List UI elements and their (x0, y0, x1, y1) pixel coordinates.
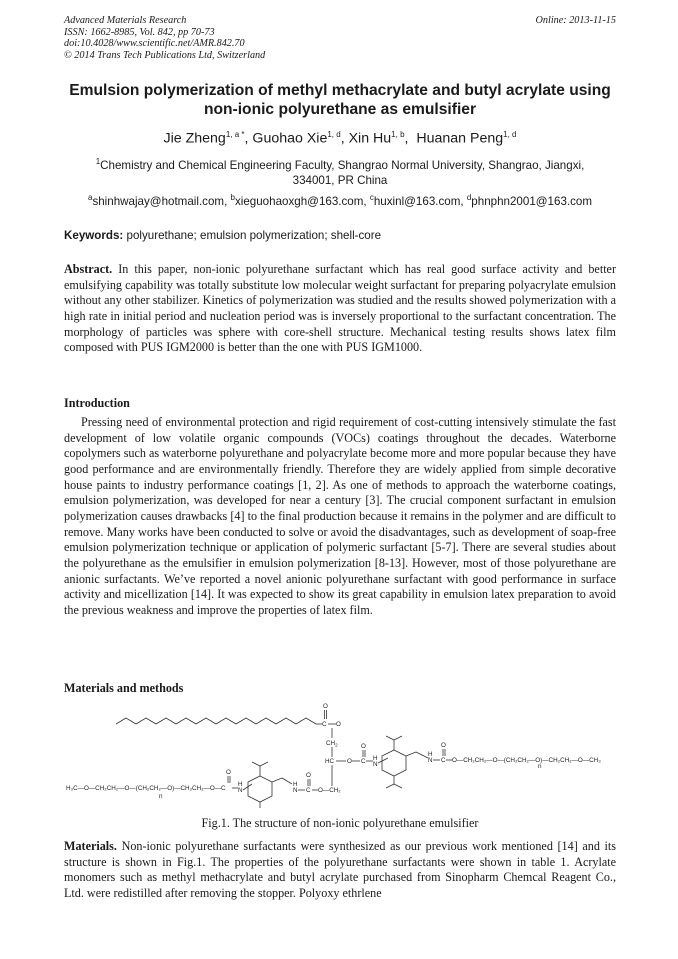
author-name: Jie Zheng (163, 130, 226, 147)
paper-title (40, 81, 640, 119)
atom-label: $CH_2$ (326, 740, 338, 748)
author-name: Guohao Xie (252, 130, 328, 147)
abstract-text: In this paper, non-ionic polyurethane surfactant which has real good surface activity and better emulsifying capability was totally substitute low molecular weight surfactant for preparing polyacrylate emulsion without any other stabilizer. Kinetics of polymerization was studied and the results showed polymerization with a high rate in initial period and nucleation period was is inversely proportional to the surfactant concentration. The morphology of particles was sphere with core-shell structure. Mechanical testing results shows latex film composed with PUS IGM2000 is better than the one with PUS IGM1000. (64, 262, 616, 355)
atom-label: O (347, 758, 352, 765)
atom-label: N (373, 761, 378, 768)
figure-caption: Fig.1. The structure of non-ionic polyurethane emulsifier (201, 816, 479, 830)
atom-label: H (428, 751, 433, 758)
issn-line: ISSN: 1662-8985, Vol. 842, pp 70-73 (64, 26, 215, 38)
cyclohexane-ring (382, 750, 406, 776)
atom-label: C (322, 721, 327, 728)
atom-label: O (361, 743, 366, 750)
atom-label: O (441, 742, 446, 749)
atom-label: H (373, 755, 378, 762)
email-mark: a (87, 193, 93, 202)
doi-line: doi:10.4028/www.scientific.net/AMR.842.70 (64, 38, 245, 50)
affil-line-2: 334001, PR China (292, 174, 388, 188)
author-affil-mark: 1, a * (225, 130, 245, 139)
atom-label: N (293, 787, 298, 794)
journal-name: Advanced Materials Research (64, 15, 187, 26)
atom-label: N (238, 787, 243, 794)
atom-label: O—CH₂ (318, 787, 341, 794)
title-line-2: non-ionic polyurethane as emulsifier (203, 101, 477, 118)
author-affil-mark: 1, d (503, 130, 517, 139)
abstract (64, 262, 616, 356)
keywords-label: Keywords: (64, 229, 124, 242)
journal-header (64, 15, 616, 61)
email-link[interactable]: phnphn2001@163.com (471, 194, 593, 208)
introduction-heading: Introduction (64, 396, 130, 410)
abstract-label: Abstract. (64, 262, 113, 276)
repeat-n: n (159, 793, 163, 800)
online-date: Online: 2013-11-15 (535, 15, 616, 26)
affiliation (64, 154, 616, 189)
atom-label: H (293, 781, 298, 788)
right-peg-chain: O—CH₂CH₂—O—(CH₂CH₂—O)—CH₂CH₂—O—CH₃ (452, 757, 601, 764)
introduction-text: Pressing need of environmental protection and rigid requirement of cost-cutting intensively stimulate the fast development of low volatile organic compounds (VOCs) coatings throughout the decades. Waterborne copolymers such as waterborne polyurethane and polyacrylate become more and more popular because they have good performance and are environmentally friendly. Therefore they are widely applied from simple decorative house paints to industry performance coatings [1, 2]. As one of methods to approach the waterborne coatings, emulsion polymerization, was developed for near a century [3]. The crucial component surfactant in emulsion polymerization causes drawbacks [4] to the final production because it remains in the polymer and are difficult to remove. Many works have been conducted to solve or avoid the disadvantages, such as development of soap-free emulsion polymerization technique or application of polymeric surfactant [5-7]. There are several studies about the polyurethane as the emulsifier in emulsion polymerization [8-13]. However, most of those polyurethane are anionic surfactants. We’ve reported a novel anionic polyurethane surfactant with good performance in surface activity and micellization [14]. It was expected to show its great capability in emulsion latex preparation to avoid the previous weakness and improve the properties of latex film. (64, 415, 616, 617)
atom-label: N (428, 757, 433, 764)
affil-line-1: Chemistry and Chemical Engineering Faculty, Shangrao Normal University, Shangrao, Jiangxi, (100, 158, 585, 172)
copyright-line: © 2014 Trans Tech Publications Ltd, Switzerland (64, 49, 266, 61)
email-mark: d (466, 193, 472, 202)
atom-label: HC (325, 758, 335, 765)
email-link[interactable]: huxinl@163.com (373, 194, 461, 208)
author-affil-mark: 1, d (327, 130, 341, 139)
left-peg-chain: H₃C—O—CH₂CH₂—O—(CH₂CH₂—O)—CH₂CH₂—O—C (66, 785, 226, 792)
alkyl-chain (116, 718, 316, 724)
atom-label: O (323, 703, 328, 710)
cyclohexane-ring (248, 776, 272, 802)
materials-label: Materials. (64, 839, 117, 853)
atom-label: C (306, 787, 311, 794)
email-mark: c (369, 193, 374, 202)
email-mark: b (230, 193, 235, 202)
atom-label: O (306, 772, 311, 779)
author-name: Huanan Peng (416, 130, 504, 147)
keywords-text: polyurethane; emulsion polymerization; shell-core (126, 229, 382, 242)
materials-text: Non-ionic polyurethane surfactants were synthesized as our previous work mentioned [14] and its structure is shown in Fig.1. The properties of the polyurethane surfactants were shown in table 1. Acrylate monomers such as methyl methacrylate and butyl acrylate purchased from Sinopharm Chemcal Reagent Co., Ltd. were redistilled after removing the stopper. Polyoxy ethrlene (64, 839, 616, 900)
chemical-structure-figure (60, 700, 620, 810)
atom-label: H (238, 781, 243, 788)
email-link[interactable]: shinhwajay@hotmail.com (92, 194, 225, 208)
atom-label: O (226, 769, 231, 776)
author-list: Jie Zheng$^{1, a *}$, Guohao Xie$^{1, d}$, Xin Hu$^{1, b}$, Huanan Peng$^{1, d}$ (163, 130, 517, 147)
methods-heading: Materials and methods (64, 681, 184, 695)
affil-mark: 1 (95, 157, 101, 166)
repeat-n: n (538, 763, 542, 770)
email-link[interactable]: xieguohaoxgh@163.com (234, 194, 364, 208)
email-list: $^a$shinhwajay@hotmail.com, $^b$xieguohaoxgh@163.com, $^c$huxinl@163.com, $^d$phnphn2001@163.com (87, 193, 593, 208)
keywords (64, 229, 616, 242)
atom-label: O (336, 721, 341, 728)
author-name: Xin Hu (348, 130, 392, 147)
atom-label: C (361, 758, 366, 765)
title-line-1: Emulsion polymerization of methyl methacrylate and butyl acrylate using (69, 82, 611, 99)
atom-label: C (441, 757, 446, 764)
materials-paragraph (64, 839, 616, 902)
author-affil-mark: 1, b (391, 130, 405, 139)
